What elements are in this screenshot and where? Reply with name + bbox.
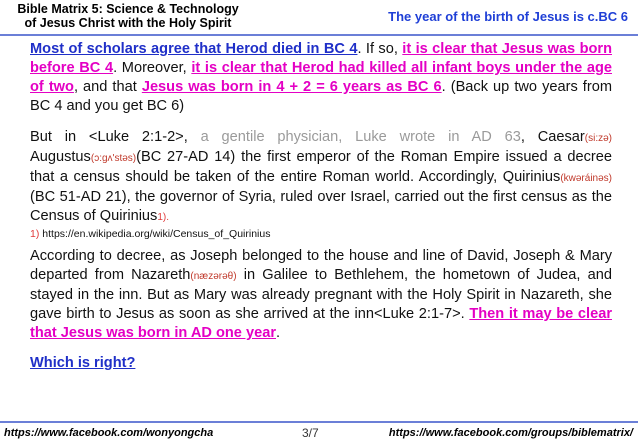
slide-title: The year of the birth of Jesus is c.BC 6 <box>388 9 628 24</box>
question-text: Which is right? <box>30 355 136 371</box>
header-divider <box>0 34 638 36</box>
pronunciation-quirinius: (kwəráinəs) <box>560 173 612 184</box>
text-fragment: . Moreover, <box>113 60 192 76</box>
slide-body <box>30 40 612 373</box>
text-fragment: . (Back up two years from BC 4 and you get BC 6) <box>30 79 612 114</box>
text-fragment: . <box>276 325 281 341</box>
footer-link-group[interactable]: https://www.facebook.com/groups/biblematrix/ <box>388 427 633 439</box>
footnote-url[interactable]: https://en.wikipedia.org/wiki/Census_of_Quirinius <box>42 228 271 240</box>
pronunciation-caesar: (si:zə) <box>584 133 613 144</box>
page-number: 3/7 <box>302 426 319 440</box>
text-fragment: Augustus <box>30 149 91 165</box>
book-title-line1: Bible Matrix 5: Science & Technology <box>17 2 239 16</box>
footnote-number: 1) <box>30 228 40 240</box>
text-fragment: in Galilee to Bethlehem, the hometown of Judea, and stayed in the inn. But as Mary was already pregnant with the Holy Spirit in Nazareth, she gave birth to Jesus as soon as she arrived at the inn<Luke 2:1-7>. <box>30 267 612 322</box>
text-fragment: (BC 51-AD 21), the governor of Syria, ruled over Israel, carried out the first census as the Census of Quirinius <box>30 189 612 224</box>
footer-link-author[interactable]: https://www.facebook.com/wonyongcha <box>4 427 214 439</box>
claim-herod-death: Most of scholars agree that Herod died in BC 4 <box>30 41 358 57</box>
text-fragment: , Caesar <box>520 129 585 145</box>
claim-born-before-bc4: it is clear that Jesus was born before BC 4 <box>30 41 612 76</box>
paragraph-census <box>30 128 612 227</box>
claim-infant-killing: it is clear that Herod had killed all infant boys under the age of two <box>30 60 612 95</box>
footnote-marker: 1). <box>157 212 170 223</box>
paragraph-herod <box>30 40 612 116</box>
luke-note: a gentile physician, Luke wrote in AD 63 <box>200 129 521 145</box>
book-title <box>4 2 252 30</box>
question <box>30 354 612 373</box>
text-fragment: (BC 27-AD 14) the first emperor of the Roman Empire issued a decree that a census should be taken of the entire Roman world. Accordingly, Quirinius <box>30 149 612 185</box>
header <box>0 0 638 33</box>
text-fragment: , and that <box>73 79 142 95</box>
claim-born-ad1: Then it may be clear that Jesus was born in AD one year <box>30 306 612 341</box>
footer <box>0 423 638 442</box>
text-fragment: According to decree, as Joseph belonged to the house and line of David, Joseph & Mary departed from Nazareth <box>30 248 612 283</box>
pronunciation-augustus: (ɔ:gʌ'stəs) <box>90 153 137 164</box>
book-title-line2: of Jesus Christ with the Holy Spirit <box>24 16 232 30</box>
paragraph-nazareth <box>30 247 612 343</box>
footnote <box>30 228 612 241</box>
text-fragment: But in <Luke 2:1-2>, <box>30 129 201 145</box>
pronunciation-nazareth: (næzərəθ) <box>190 271 237 282</box>
text-fragment: . If so, <box>357 41 403 57</box>
claim-born-bc6: Jesus was born in 4 + 2 = 6 years as BC 6 <box>141 79 442 95</box>
